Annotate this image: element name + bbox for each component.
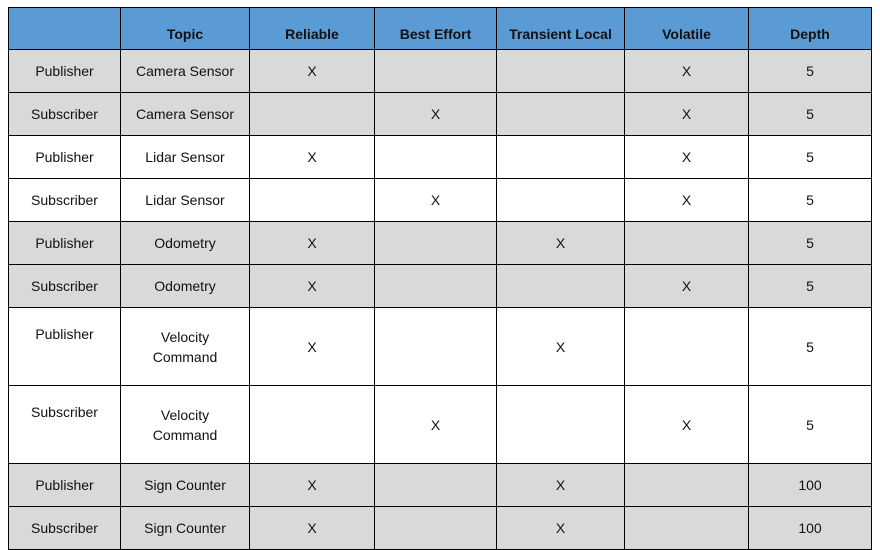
volatile-cell: X	[625, 50, 749, 93]
header-role	[9, 8, 121, 50]
depth-cell: 5	[749, 136, 872, 179]
volatile-cell	[625, 464, 749, 507]
table-row	[9, 136, 872, 179]
depth-cell: 5	[749, 93, 872, 136]
role-cell: Publisher	[9, 464, 121, 507]
reliable-cell: X	[250, 265, 375, 308]
transient-local-cell	[497, 265, 625, 308]
qos-table-container	[8, 7, 872, 550]
best-effort-cell	[375, 222, 497, 265]
depth-cell: 5	[749, 179, 872, 222]
role-cell: Subscriber	[9, 507, 121, 550]
transient-local-cell	[497, 179, 625, 222]
table-row	[9, 179, 872, 222]
best-effort-cell	[375, 308, 497, 386]
reliable-cell: X	[250, 136, 375, 179]
volatile-cell: X	[625, 93, 749, 136]
reliable-cell: X	[250, 308, 375, 386]
best-effort-cell	[375, 507, 497, 550]
table-row	[9, 93, 872, 136]
role-cell: Subscriber	[9, 179, 121, 222]
topic-cell: Odometry	[121, 222, 250, 265]
role-cell: Subscriber	[9, 265, 121, 308]
reliable-cell: X	[250, 222, 375, 265]
header-reliable: Reliable	[250, 8, 375, 50]
transient-local-cell	[497, 136, 625, 179]
header-topic: Topic	[121, 8, 250, 50]
best-effort-cell	[375, 265, 497, 308]
reliable-cell	[250, 93, 375, 136]
depth-cell: 100	[749, 464, 872, 507]
transient-local-cell: X	[497, 507, 625, 550]
depth-cell: 5	[749, 308, 872, 386]
qos-settings-table	[8, 7, 872, 550]
reliable-cell: X	[250, 507, 375, 550]
header-row	[9, 8, 872, 50]
table-body	[9, 50, 872, 550]
header-transient-local: Transient Local	[497, 8, 625, 50]
volatile-cell: X	[625, 386, 749, 464]
best-effort-cell: X	[375, 93, 497, 136]
volatile-cell: X	[625, 136, 749, 179]
topic-cell: Sign Counter	[121, 507, 250, 550]
table-row	[9, 265, 872, 308]
topic-cell: Odometry	[121, 265, 250, 308]
volatile-cell: X	[625, 265, 749, 308]
header-depth: Depth	[749, 8, 872, 50]
table-row	[9, 308, 872, 386]
reliable-cell: X	[250, 50, 375, 93]
table-row	[9, 507, 872, 550]
best-effort-cell	[375, 136, 497, 179]
transient-local-cell: X	[497, 464, 625, 507]
depth-cell: 5	[749, 265, 872, 308]
depth-cell: 100	[749, 507, 872, 550]
topic-cell: Velocity Command	[121, 308, 250, 386]
best-effort-cell	[375, 464, 497, 507]
volatile-cell	[625, 308, 749, 386]
table-row	[9, 386, 872, 464]
header-volatile: Volatile	[625, 8, 749, 50]
role-cell: Publisher	[9, 136, 121, 179]
topic-cell: Sign Counter	[121, 464, 250, 507]
volatile-cell	[625, 222, 749, 265]
volatile-cell	[625, 507, 749, 550]
transient-local-cell: X	[497, 308, 625, 386]
topic-cell: Camera Sensor	[121, 93, 250, 136]
topic-cell: Lidar Sensor	[121, 179, 250, 222]
transient-local-cell	[497, 93, 625, 136]
depth-cell: 5	[749, 222, 872, 265]
role-cell: Subscriber	[9, 93, 121, 136]
transient-local-cell: X	[497, 222, 625, 265]
table-row	[9, 50, 872, 93]
table-row	[9, 222, 872, 265]
transient-local-cell	[497, 50, 625, 93]
best-effort-cell	[375, 50, 497, 93]
table-row	[9, 464, 872, 507]
reliable-cell	[250, 179, 375, 222]
volatile-cell: X	[625, 179, 749, 222]
topic-cell: Velocity Command	[121, 386, 250, 464]
best-effort-cell: X	[375, 386, 497, 464]
header-best-effort: Best Effort	[375, 8, 497, 50]
role-cell: Subscriber	[9, 386, 121, 464]
reliable-cell	[250, 386, 375, 464]
transient-local-cell	[497, 386, 625, 464]
role-cell: Publisher	[9, 222, 121, 265]
role-cell: Publisher	[9, 50, 121, 93]
topic-cell: Lidar Sensor	[121, 136, 250, 179]
depth-cell: 5	[749, 386, 872, 464]
topic-cell: Camera Sensor	[121, 50, 250, 93]
role-cell: Publisher	[9, 308, 121, 386]
reliable-cell: X	[250, 464, 375, 507]
best-effort-cell: X	[375, 179, 497, 222]
depth-cell: 5	[749, 50, 872, 93]
